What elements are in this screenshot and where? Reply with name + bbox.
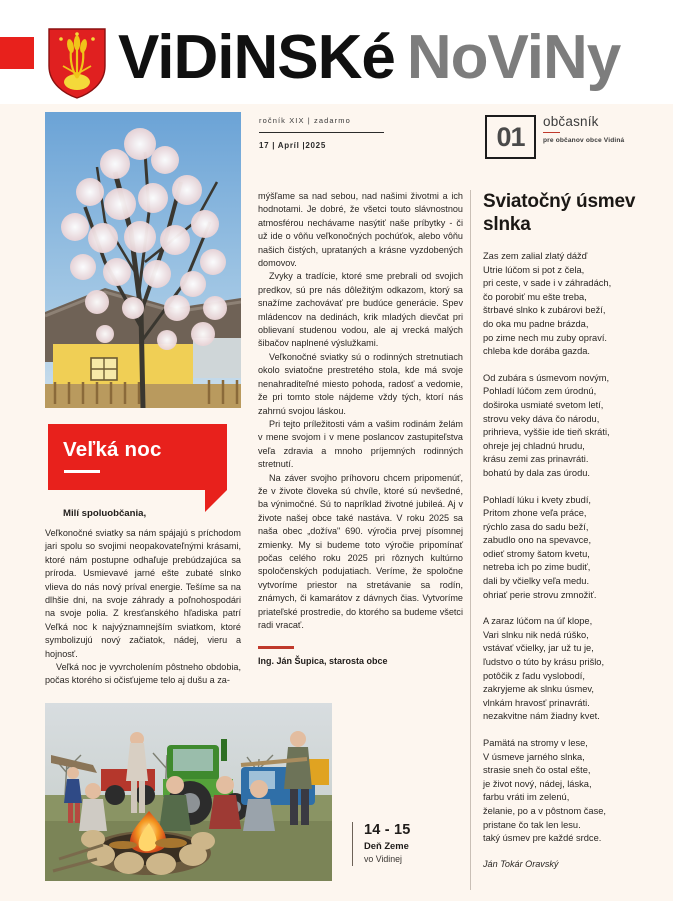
issue-meta [543,114,624,144]
audience-label: pre občanov obce Vidiná [543,137,625,144]
coat-of-arms-icon [46,26,108,100]
caption-subtitle: vo Vidinej [364,854,402,864]
author-signature: Ing. Ján Šupica, starosta obce [258,656,388,666]
poem-stanza: A zaraz lúčom na úľ klope, Vari slnku nik nedá rúško, vstávať včielky, jar už tu je, ľudstvo o túto by krásu prišlo, potôčik z ľadu vyslobodí, zakryjeme ak slnku úsmev, vlnkám hravosť prinavráti. nezakvitne nám žiadny kvet. [483,616,605,722]
banner-underline [64,470,100,473]
poem-stanza: Pohladí lúku i kvety zbudí, Pritom zhone veľa práce, rýchlo zasa do sadu beží, zabudlo ono na spevavce, odieť stromy šatom kvetu, netreba ich po zime budiť, dali by včielky veľa medu. ohriať perie strovu zmnožiť. [483,494,597,600]
poem-stanza: Zas zem zalial zlatý dážď Utrie lúčom si pot z čela, pri ceste, v sade i v záhradách, čo porobiť mu ešte treba, štrbavé slnko k zubárovi beží, do oka mu padne brázda, po zime nech mu zuby opraví. chleba kde dorába gazda. [483,251,612,357]
photo-campfire-children [45,703,332,881]
red-accent-tab [0,37,34,69]
signature-rule [258,646,294,649]
salutation: Milí spoluobčania, [63,508,147,519]
poem-stanza: Pamätá na stromy v lese, V úsmeve jarného slnka, strasie sneh čo ostal ešte, je život nový, nádej, láska, farbu vráti im zelenú, želanie, po a v pôstnom čase, pristane čo tak len lesu. taký úsmev pre každé srdce. [483,738,606,844]
paragraph: mýšľame sa nad sebou, nad našimi životmi a ich hodnotami. Je dobré, že všetci touto slávnostnou atmosférou nechávame nasýtiť naše príbytky - či už ide o vôňu veľkonočných pochúťok, alebo vôňu našich čistých, uprataných a krásne vyzdobených domovov. [258,191,463,269]
poem-author: Ján Tokár Oravský [483,858,559,869]
masthead-title-secondary: NoViNy [406,23,621,92]
paragraph: Veľkonočné sviatky sa nám spájajú s príchodom jari spolu so svojimi neopakovateľnými krásami, ktoré nám postupne odhaľuje prebúdzajúca sa príroda. Usmievavé jarné ešte zubaté slnko vlieva do nás nový príval energie. Tešíme sa na dlhšie dni, na svoje záhrady a poľnohospodári na svoje polia. Z kresťanského hľadiska patrí Veľká noc k najvýznamnejším sviatkom, ktoré symbolizujú nový začiatok, nádej, vieru a hojnosť. [45,528,241,659]
meta-dash [543,132,560,133]
column-divider [470,190,471,890]
periodicity-label: občasník [543,114,599,129]
date-line: 17 | Apríl |2025 [259,141,326,150]
feature-title: Sviatočný úsmev slnka [483,191,636,235]
issue-number-box [485,115,536,159]
photo-blossoming-tree [45,112,241,408]
poem-stanza: Od zubára s úsmevom novým, Pohladí lúčom zem úrodnú, doširoka usmiaté svetom letí, strovu veky dáva čo národu, prihrieva, vyššie ide tieň skráti, ohreje jej chladnú hrudu, krásu zemi zas prinavráti. bohatú by dala zas úrodu. [483,372,610,478]
masthead-title-primary: ViDiNSKé [118,23,395,92]
masthead-title [118,18,620,98]
issue-number: 01 [496,121,525,152]
masthead [0,0,673,104]
paragraph: Pri tejto príležitosti vám a vašim rodinám želám v mene svojom i v mene poslancov zastupiteľstva veľa zdravia a mnoho príjemných rodinných stretnutí. [258,418,463,470]
banner-tail [205,490,227,512]
banner-title: Veľká noc [63,438,162,461]
issue-info-left [259,116,384,150]
paragraph: Na záver svojho príhovoru chcem pripomenúť, že v živote človeka sú chvíle, ktoré sú nevšedné, ba výnimočné. Sú to napríklad životné jubileá. Aj v živote našej obce také nastáva. V roku 2025 sa naša obec „dožíva" 690. výročia prvej písomnej zmienky. My si budeme toto výročie pripomínať počas celého roku 2025 pri rôznych kultúrno spoločenských podujatiach. Veríme, že spoločne vytvoríme priestor na stretávanie sa rodín, známych, či kamarátov z dávnych čias. Vytvoríme priateľské prostredie, do ktorého sa budeme všetci radi vracať. [258,472,463,630]
middle-column [258,190,463,666]
paragraph: Zvyky a tradície, ktoré sme prebrali od svojich predkov, sú pre nás dôležitým odkazom, ktorý sa snažíme zachovávať pre budúce generácie. Spev mládencov na dedinách, krik mladých dievčat pri oblievaní studenou vodou, ale aj vrecká malých šibačov naplnené výslužkami. [258,271,463,349]
caption-title: Deň Zeme [364,840,409,851]
right-column [483,190,659,869]
left-column-body [45,527,241,688]
paragraph: Veľká noc je vyvrcholením pôstneho obdobia, počas ktorého si očisťujeme telo aj dušu a za- [45,662,241,686]
caption-pages: 14 - 15 [364,822,411,838]
volume-line: ročník XIX | zadarmo [259,116,351,125]
bottom-caption [352,822,411,866]
paragraph: Veľkonočné sviatky sú o rodinných stretnutiach okolo sviatočne prestretého stola, kde má svoje nenahraditeľné miesto pohoda, radosť a vedomie, že pri tomto stole nájdeme vždy tých, ktorí nás zahrnú svojou láskou. [258,351,463,416]
